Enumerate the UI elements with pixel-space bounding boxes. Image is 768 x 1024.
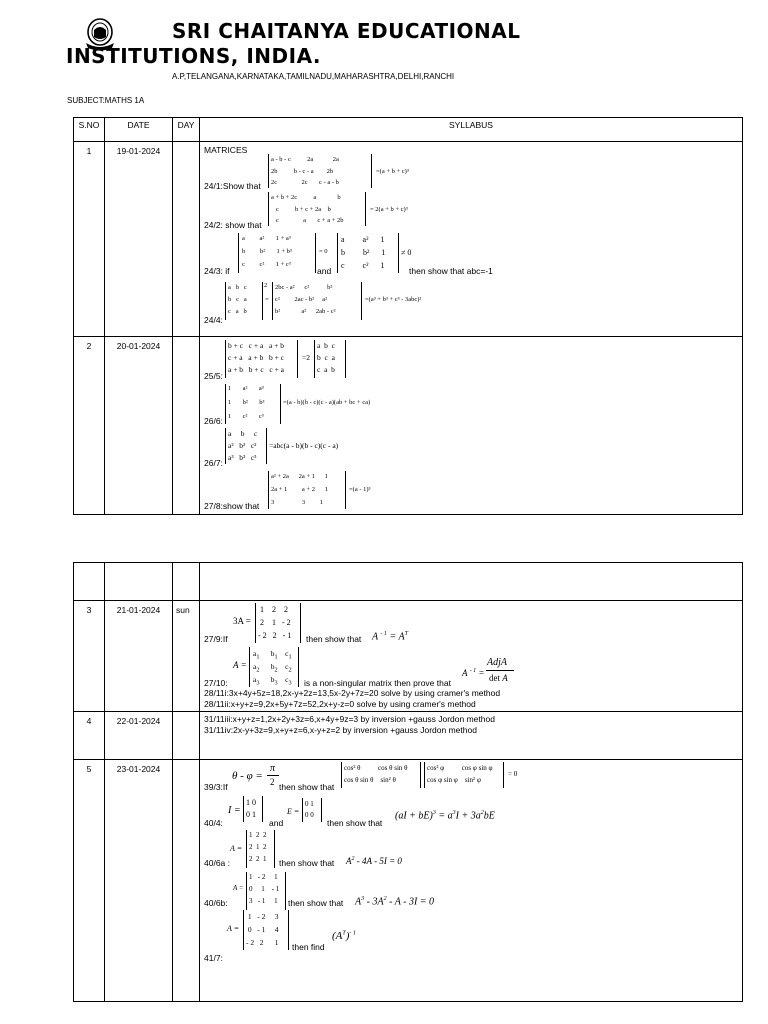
connector-and: and xyxy=(269,818,284,828)
item-40-6a: 40/6a : xyxy=(204,858,230,868)
row-day xyxy=(173,142,200,337)
row-sno: 3 xyxy=(74,601,105,712)
item-41-7: 41/7: xyxy=(204,953,223,963)
item-28-11ii: 28/11ii:x+y+z=9,2x+5y+7z=52,2x+y-z=0 solve by using cramer's method xyxy=(204,699,476,709)
connector-then: then show that abc=-1 xyxy=(409,266,493,276)
item-27-8: 27/8:show that xyxy=(204,501,260,511)
item-31-11iii: 31/11iii:x+y+z=1,2x+2y+3z=6,x+4y+9z=3 by inversion +gauss Jordon method xyxy=(204,714,495,724)
row-date: 20-01-2024 xyxy=(105,337,173,515)
row-sno: 5 xyxy=(74,760,105,1002)
connector-then: then show that xyxy=(288,898,344,908)
row-sno: 4 xyxy=(74,712,105,760)
table-row xyxy=(74,712,743,760)
table-row xyxy=(74,760,743,1002)
row-date: 22-01-2024 xyxy=(105,712,173,760)
states-list: A.P,TELANGANA,KARNATAKA,TAMILNADU,MAHARASHTRA,DELHI,RANCHI xyxy=(172,72,455,81)
item-27-10: 27/10: xyxy=(204,678,228,688)
item-24-3: 24/3: if xyxy=(204,266,230,276)
connector-find: then find xyxy=(292,942,325,952)
connector-then: then show that xyxy=(279,782,335,792)
row-day xyxy=(173,712,200,760)
table-row xyxy=(74,601,743,712)
item-27-9: 27/9:If xyxy=(204,634,228,644)
row-day xyxy=(173,760,200,1002)
row-syllabus: b + c c + a a + b c + a a + b b + c a + b b + c c + a =2 a b c b c a c a b 25/5: 1 a² a³ 1 b² b³ 1 c² c³ =(a - b)(b - c)(c - a)(ab + bc + ca) 26/6: a b c a² b² c² a³ b³ c³ =abc(a - b)(b - c)(c - a) 26/7: a² + 2a 2a + 1 1 2a + 1 a + 2 1 3 3 1 =(a - 1)³ 27/8:show that xyxy=(200,337,743,515)
col-header-syllabus: SYLLABUS xyxy=(200,118,743,142)
col-header-date: DATE xyxy=(105,118,173,142)
item-24-1: 24/1:Show that xyxy=(204,181,261,191)
item-40-4: 40/4: xyxy=(204,818,223,828)
syllabus-table-2 xyxy=(73,562,743,1002)
col-header-sno: S.NO xyxy=(74,118,105,142)
connector-then: then show that xyxy=(306,634,362,644)
col-header-day: DAY xyxy=(173,118,200,142)
connector-prove: is a non-singular matrix then prove that xyxy=(304,678,451,688)
item-39-3: 39/3:If xyxy=(204,782,228,792)
item-40-6b: 40/6b: xyxy=(204,898,228,908)
institution-title-line2: INSTITUTIONS, INDIA. xyxy=(66,44,322,68)
row-syllabus: MATRICES a - b - c 2a 2a 2b b - c - a 2b 2c 2c c - a - b =(a + b + c)³ 24/1:Show that a + b + 2c a b c b + c + 2a b c a c + a + 2b = 2(a + b + c)³ 24/2: show that a a² 1 + a³ b b² 1 + b³ c c² 1 + c³ = 0 a a² 1 b b² 1 c c² 1 ≠ 0 24/3: if and then show that abc=-1 a b c b c a c a b 2 = 2bc - a² c² b² c² 2ac - b² a² b² a² 2ab - c² =(a³ + b³ + c³ - 3abc)² 24/4: xyxy=(200,142,743,337)
subject-label: SUBJECT:MATHS 1A xyxy=(67,96,145,105)
item-31-11iv: 31/11iv:2x-y+3z=9,x+y+z=6,x-y+z=2 by inversion +gauss Jordon method xyxy=(204,725,477,735)
row-date: 23-01-2024 xyxy=(105,760,173,1002)
topic-label: MATRICES xyxy=(204,145,248,155)
row-date: 19-01-2024 xyxy=(105,142,173,337)
table-header-row xyxy=(74,563,743,601)
table-row xyxy=(74,142,743,337)
institution-title-line1: SRI CHAITANYA EDUCATIONAL xyxy=(172,19,521,43)
item-26-7: 26/7: xyxy=(204,458,223,468)
row-syllabus: 3A = 1 2 2 2 1 - 2 - 2 2 - 1 A $^{- 1} = A^T$ 27/9:If then show that A = $a_1$ $b_1$ $c_1$ $a_2$ $b_2$ $c_2$ $a_3$ $b_3$ $c_3$ A $^{- 1}$ = AdjA det A 27/10: is a non-singular matrix then prove that 28/11i:3x+4y+5z=18,2x-y+2z=13,5x-2y+7z=20 solve by using cramer's method 28/11ii:x+y+z=9,2x+5y+7z=52,2x+y-z=0 solve by using cramer's method xyxy=(200,601,743,712)
connector-and: and xyxy=(317,266,332,276)
item-24-2: 24/2: show that xyxy=(204,220,262,230)
item-26-6: 26/6: xyxy=(204,416,223,426)
row-day: sun xyxy=(173,601,200,712)
row-syllabus xyxy=(200,712,743,760)
row-date: 21-01-2024 xyxy=(105,601,173,712)
connector-then: then show that xyxy=(279,858,335,868)
table-header-row xyxy=(74,118,743,142)
connector-then: then show that xyxy=(327,818,383,828)
row-day xyxy=(173,337,200,515)
row-sno: 2 xyxy=(74,337,105,515)
item-28-11i: 28/11i:3x+4y+5z=18,2x-y+2z=13,5x-2y+7z=20 solve by using cramer's method xyxy=(204,688,501,698)
row-syllabus: θ - φ = π 2 cos² θ cos θ sin θ cos θ sin θ sin² θ cos² φ cos φ sin φ cos φ sin φ sin² φ = 0 39/3:If then show that I = 1 0 0 1 E = 0 1 0 0 $(aI + bE)^3 = a^3I + 3a^2bE$ 40/4: and then show that A = 1 2 2 2 1 2 2 2 1 $A^2 - 4A - 5I = 0$ 40/6a : then show that A = 1 - 2 1 0 1 - 1 3 - 1 1 $A^3 - 3A^2 - A - 3I = 0$ then show that 40/6b: A = 1 - 2 3 0 - 1 4 - 2 2 1 $(A^T)^{- 1}$ then find 41/7: xyxy=(200,760,743,1002)
syllabus-table-1 xyxy=(73,117,743,515)
item-25-5: 25/5: xyxy=(204,371,223,381)
item-24-4: 24/4: xyxy=(204,315,223,325)
table-row xyxy=(74,337,743,515)
row-sno: 1 xyxy=(74,142,105,337)
